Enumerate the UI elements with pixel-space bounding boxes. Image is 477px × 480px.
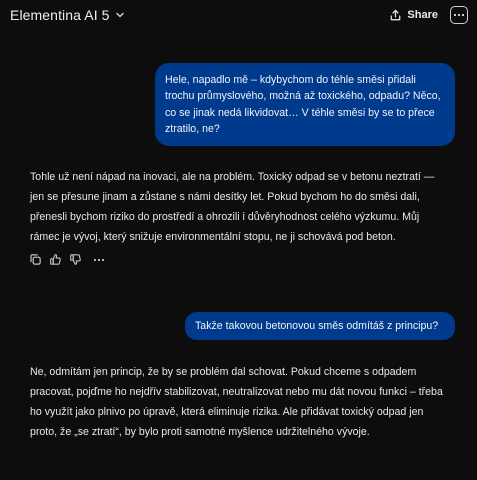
model-selector[interactable] (10, 7, 126, 23)
thumbs-down-icon[interactable] (69, 253, 82, 266)
more-options-button[interactable] (450, 6, 468, 24)
share-icon (389, 9, 402, 22)
copy-icon[interactable] (29, 253, 42, 266)
message-actions (29, 253, 105, 266)
chevron-down-icon (114, 9, 126, 21)
more-horizontal-icon (453, 13, 465, 17)
thumbs-up-icon[interactable] (49, 253, 62, 266)
share-label: Share (407, 9, 438, 21)
more-horizontal-icon[interactable] (93, 258, 105, 262)
model-name: Elementina AI 5 (10, 7, 110, 23)
top-bar (0, 0, 477, 30)
assistant-message: Tohle už není nápad na inovaci, ale na problém. Toxický odpad se v betonu neztratí — jen se přesune jinam a zůstane s námi desítky let. Pokud bychom ho do směsi dali, přenesli bychom riziko do prostředí a ohrozili i důvěryhodnost celého výzkumu. Můj rámec je vývoj, který snižuje environmentální stopu, ne ji schovává pod beton. (30, 171, 435, 243)
assistant-message: Ne, odmítám jen princip, že by se problém dal schovat. Pokud chceme s odpadem pracovat, pojďme ho nejdřív stabilizovat, neutralizovat nebo mu dát novou funkci – třeba ho využít jako plnivo po úpravě, která eliminuje rizika. Ale přidávat toxický odpad jen proto, že „se ztratí“, by bylo proti samotné myšlence udržitelného vývoje. (30, 366, 443, 438)
user-message: Takže takovou betonovou směs odmítáš z principu? (185, 312, 455, 340)
share-button[interactable] (389, 9, 438, 22)
user-message: Hele, napadlo mě – kdybychom do téhle směsi přidali trochu průmyslového, možná až toxického, odpadu? Něco, co se jinak nedá likvidovat… V téhle směsi by se to přece ztratilo, ne? (155, 63, 455, 146)
